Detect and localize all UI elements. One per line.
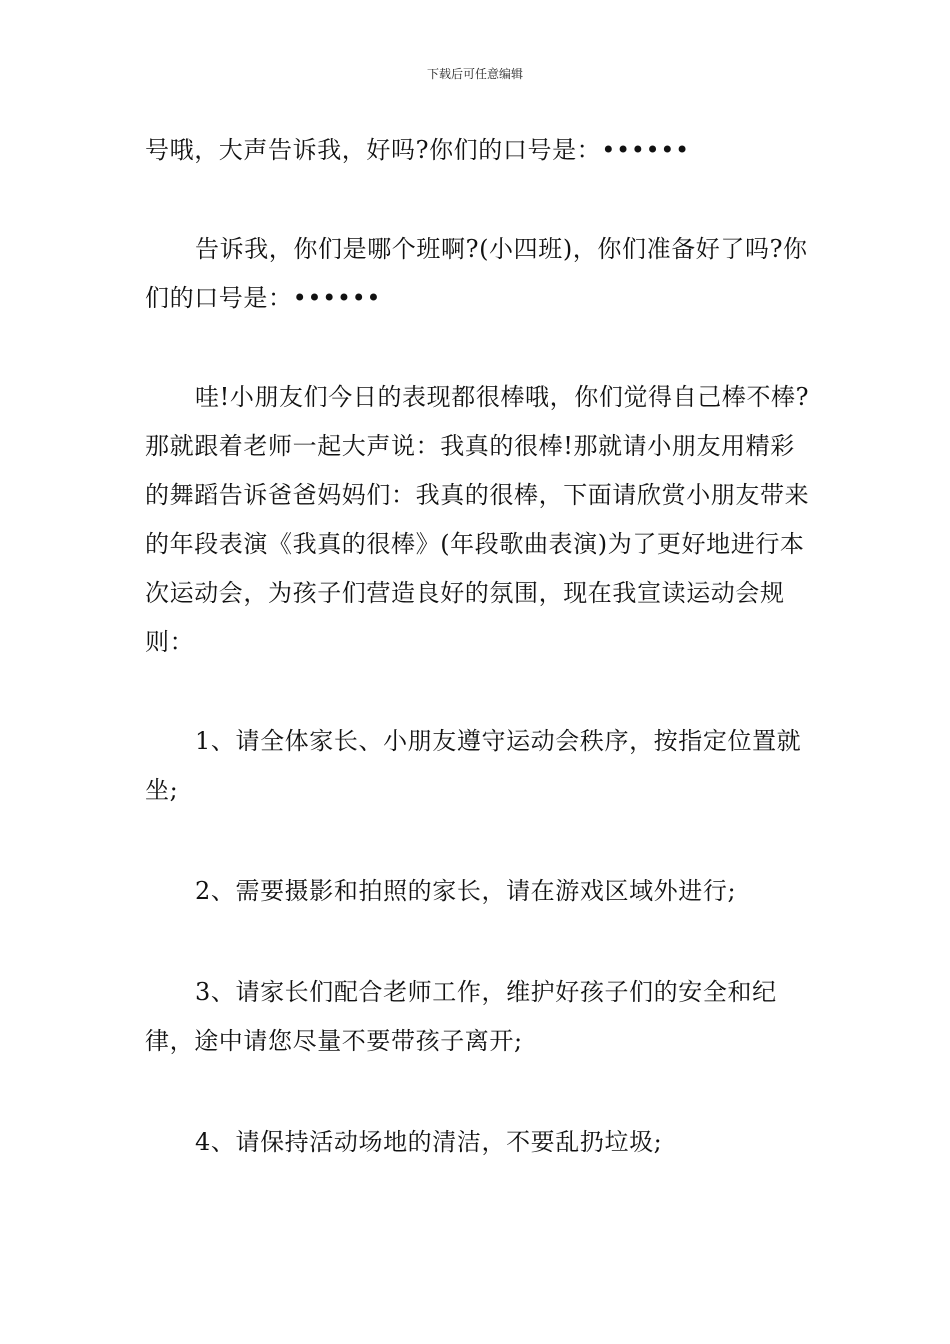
- paragraph-which-class: 告诉我，你们是哪个班啊?(小四班)，你们准备好了吗?你们的口号是：••••••: [145, 235, 808, 312]
- paragraph-performance-and-rules-intro: 哇!小朋友们今日的表现都很棒哦，你们觉得自己棒不棒?那就跟着老师一起大声说：我真的很棒!那就请小朋友用精彩的舞蹈告诉爸爸妈妈们：我真的很棒，下面请欣赏小朋友带来的年段表演《我真的很棒》(年段歌曲表演)为了更好地进行本次运动会，为孩子们营造良好的氛围，现在我宣读运动会规则：: [145, 383, 810, 656]
- rule-item-4: 4、请保持活动场地的清洁，不要乱扔垃圾;: [195, 1128, 663, 1156]
- rule-item-1: 1、请全体家长、小朋友遵守运动会秩序，按指定位置就坐;: [145, 727, 802, 804]
- paragraph-slogan-continued: 号哦，大声告诉我，好吗?你们的口号是：••••••: [145, 136, 690, 164]
- rule-item-2: 2、需要摄影和拍照的家长，请在游戏区域外进行;: [195, 877, 737, 905]
- page-header-note: 下载后可任意编辑: [426, 67, 523, 81]
- document-body: [145, 126, 810, 1167]
- rule-item-3: 3、请家长们配合老师工作，维护好孩子们的安全和纪律，途中请您尽量不要带孩子离开;: [145, 978, 777, 1055]
